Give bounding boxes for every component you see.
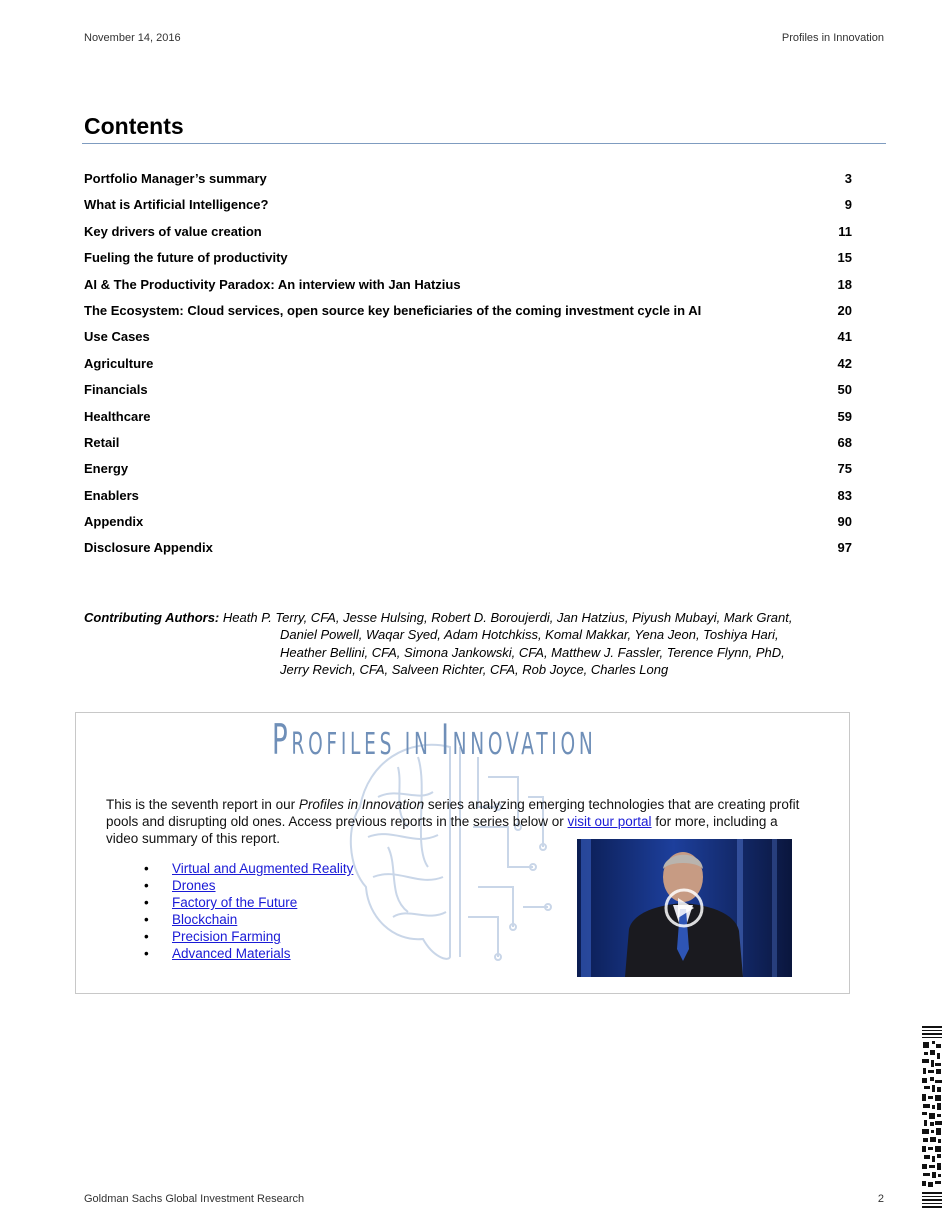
toc-label: Healthcare: [84, 408, 151, 424]
toc-row[interactable]: [84, 277, 852, 303]
toc-page: 90: [837, 514, 852, 530]
toc-row[interactable]: [84, 514, 852, 540]
toc-page: 3: [844, 171, 852, 186]
toc-label: Financials: [84, 382, 148, 398]
profiles-in-innovation-box: [75, 712, 850, 994]
toc-label: The Ecosystem: Cloud services, open source key beneficiaries of the coming investment cycle in AI: [84, 302, 702, 318]
toc-row[interactable]: [84, 356, 852, 382]
portal-link[interactable]: visit our portal: [567, 814, 652, 829]
list-item: [144, 945, 353, 962]
authors-line: Daniel Powell, Waqar Syed, Adam Hotchkiss, Komal Makkar, Yena Jeon, Toshiya Hari,: [280, 627, 779, 643]
toc-label: Agriculture: [84, 355, 154, 371]
intro-text: series analyzing emerging technologies that are creating profit pools and disrupting old ones. Access previous reports in the series below or: [106, 797, 800, 829]
toc-page: 11: [838, 223, 852, 239]
toc-page: 83: [837, 487, 852, 503]
toc-label: Appendix: [84, 514, 144, 530]
banner-initial-i: I: [441, 715, 453, 764]
banner-initial-p: P: [272, 715, 292, 764]
list-item: [144, 877, 353, 894]
toc-row[interactable]: [84, 197, 852, 223]
header-series: Profiles in Innovation: [781, 32, 884, 44]
report-link[interactable]: Advanced Materials: [172, 946, 291, 962]
authors-line: Heath P. Terry, CFA, Jesse Hulsing, Robert D. Boroujerdi, Jan Hatzius, Piyush Mubayi, Mark Grant,: [222, 610, 793, 625]
previous-reports-list: [144, 860, 353, 963]
toc-label: Key drivers of value creation: [84, 223, 262, 239]
toc-page: 50: [837, 382, 852, 398]
report-link[interactable]: Drones: [172, 878, 216, 894]
video-thumbnail[interactable]: [577, 839, 792, 977]
intro-text: This is the seventh report in our: [106, 797, 299, 812]
toc-row[interactable]: [84, 488, 852, 514]
toc-page: 20: [837, 302, 852, 318]
qr-code-icon: [922, 1026, 942, 1210]
list-item: [144, 894, 353, 911]
list-item: [144, 928, 353, 945]
toc-page: 97: [837, 540, 852, 556]
toc-page: 42: [837, 355, 852, 371]
toc-page: 15: [837, 250, 852, 266]
report-link[interactable]: Precision Farming: [172, 929, 281, 945]
header-date: November 14, 2016: [84, 32, 181, 44]
toc-label: AI & The Productivity Paradox: An interview with Jan Hatzius: [84, 276, 461, 292]
list-item: [144, 911, 353, 928]
list-item: [144, 860, 353, 877]
footer-source: Goldman Sachs Global Investment Research: [84, 1193, 305, 1205]
toc-row[interactable]: [84, 461, 852, 487]
series-name: Profiles in Innovation: [298, 797, 425, 812]
toc-page: 68: [837, 434, 852, 450]
toc-page: 9: [844, 197, 852, 213]
toc-label: Energy: [84, 461, 129, 477]
toc-label: Fueling the future of productivity: [84, 250, 288, 266]
toc-page: 75: [837, 461, 852, 477]
toc-row[interactable]: [84, 250, 852, 276]
title-divider: [82, 143, 886, 144]
authors-line: Heather Bellini, CFA, Simona Jankowski, CFA, Matthew J. Fassler, Terence Flynn, PhD,: [280, 644, 785, 660]
toc-page: 18: [837, 276, 852, 292]
authors-label: Contributing Authors:: [84, 610, 220, 625]
toc-label: Enablers: [84, 487, 139, 503]
toc-row[interactable]: [84, 435, 852, 461]
toc-page: 41: [837, 329, 852, 345]
authors-line: Jerry Revich, CFA, Salveen Richter, CFA, Rob Joyce, Charles Long: [280, 661, 669, 677]
intro-text: for more, including a video summary of this report.: [106, 814, 778, 846]
banner-text-2: NNOVATION: [452, 727, 597, 762]
profiles-in-innovation-banner: [272, 715, 596, 764]
toc-row[interactable]: [84, 224, 852, 250]
toc-row[interactable]: [84, 409, 852, 435]
toc-label: Retail: [84, 434, 120, 450]
report-link[interactable]: Virtual and Augmented Reality: [172, 861, 354, 876]
toc-row[interactable]: [84, 382, 852, 408]
contributing-authors: [84, 609, 894, 678]
toc-label: Portfolio Manager’s summary: [84, 171, 267, 186]
footer-page-number: 2: [877, 1193, 884, 1205]
toc-page: 59: [837, 408, 852, 424]
toc-row[interactable]: [84, 540, 852, 566]
toc-row[interactable]: [84, 329, 852, 355]
toc-label: Disclosure Appendix: [84, 540, 213, 556]
toc-row[interactable]: [84, 171, 852, 197]
toc-label: What is Artificial Intelligence?: [84, 197, 269, 213]
page-title: Contents: [84, 113, 184, 139]
report-link[interactable]: Blockchain: [172, 912, 238, 928]
report-link[interactable]: Factory of the Future: [172, 895, 298, 911]
table-of-contents: [84, 171, 852, 567]
toc-label: Use Cases: [84, 329, 150, 345]
banner-text-1: ROFILES IN: [291, 727, 442, 762]
toc-row[interactable]: [84, 303, 852, 329]
